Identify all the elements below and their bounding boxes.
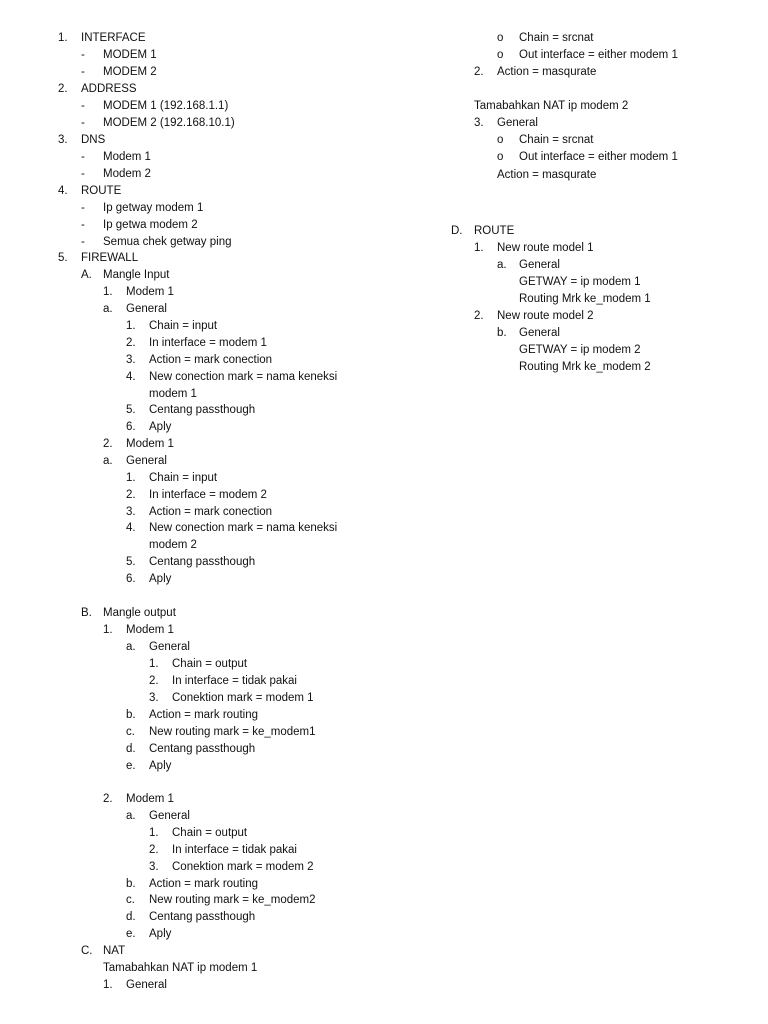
list-marker: 6.: [126, 573, 136, 585]
list-text: MODEM 2: [103, 66, 157, 78]
list-marker: 2.: [126, 489, 136, 501]
list-text: Modem 1: [126, 438, 174, 450]
list-marker: 2.: [103, 793, 113, 805]
list-text: Conektion mark = modem 2: [172, 861, 314, 873]
list-marker: 3.: [126, 354, 136, 366]
list-text: Action = mark conection: [149, 506, 273, 518]
list-text: Modem 1: [126, 286, 174, 298]
list-marker: o: [497, 32, 504, 44]
list-text: Aply: [149, 573, 172, 585]
list-text: Modem 1: [126, 624, 174, 636]
list-text: DNS: [81, 134, 106, 146]
list-marker: 3.: [126, 506, 136, 518]
list-text: Aply: [149, 760, 172, 772]
list-marker: 2.: [103, 438, 113, 450]
list-marker: o: [497, 49, 504, 61]
list-text: In interface = modem 1: [149, 337, 267, 349]
list-text: Semua chek getway ping: [103, 236, 232, 248]
list-text: Routing Mrk ke_modem 2: [519, 361, 651, 373]
list-marker: 1.: [103, 624, 113, 636]
list-text: Mangle output: [103, 607, 176, 619]
list-text: Modem 1: [103, 151, 151, 163]
list-text: Centang passthough: [149, 404, 256, 416]
list-text: ROUTE: [81, 185, 122, 197]
list-text: Tamabahkan NAT ip modem 1: [103, 962, 258, 974]
list-marker: -: [81, 168, 85, 180]
list-text: Action = mark routing: [149, 709, 258, 721]
list-text: Aply: [149, 928, 172, 940]
list-text: Chain = srcnat: [519, 134, 594, 146]
list-text: Chain = input: [149, 320, 218, 332]
list-marker: a.: [103, 303, 113, 315]
list-text: New routing mark = ke_modem2: [149, 894, 316, 906]
list-text: NAT: [103, 945, 126, 957]
list-marker: 2.: [126, 337, 136, 349]
list-marker: -: [81, 202, 85, 214]
list-text: Ip getwa modem 2: [103, 219, 198, 231]
list-marker: 1.: [474, 242, 484, 254]
list-text: Chain = output: [172, 827, 248, 839]
list-text: modem 2: [149, 539, 197, 551]
list-marker: D.: [451, 225, 463, 237]
list-text: Out interface = either modem 1: [519, 49, 678, 61]
list-marker: -: [81, 66, 85, 78]
list-marker: 5.: [126, 556, 136, 568]
list-text: General: [497, 117, 538, 129]
list-marker: 3.: [474, 117, 484, 129]
list-marker: 4.: [126, 371, 136, 383]
list-text: Modem 2: [103, 168, 151, 180]
list-text: Centang passthough: [149, 911, 256, 923]
list-marker: 1.: [149, 827, 159, 839]
list-text: Action = mark routing: [149, 878, 258, 890]
list-text: General: [149, 810, 190, 822]
list-marker: b.: [497, 327, 507, 339]
list-text: Chain = input: [149, 472, 218, 484]
list-text: ADDRESS: [81, 83, 137, 95]
list-text: Action = mark conection: [149, 354, 273, 366]
list-marker: e.: [126, 760, 136, 772]
list-text: Routing Mrk ke_modem 1: [519, 293, 651, 305]
list-marker: b.: [126, 878, 136, 890]
list-text: In interface = tidak pakai: [172, 844, 297, 856]
list-marker: B.: [81, 607, 92, 619]
list-marker: 1.: [126, 320, 136, 332]
list-text: Conektion mark = modem 1: [172, 692, 314, 704]
list-text: Ip getway modem 1: [103, 202, 204, 214]
list-marker: -: [81, 49, 85, 61]
list-text: Centang passthough: [149, 556, 256, 568]
list-text: General: [519, 259, 560, 271]
list-text: New route model 2: [497, 310, 594, 322]
list-marker: -: [81, 100, 85, 112]
list-text: MODEM 2 (192.168.10.1): [103, 117, 235, 129]
list-marker: c.: [126, 894, 135, 906]
list-marker: 1.: [103, 286, 113, 298]
list-text: Tamabahkan NAT ip modem 2: [474, 100, 629, 112]
list-text: GETWAY = ip modem 1: [519, 276, 641, 288]
list-marker: d.: [126, 911, 136, 923]
list-marker: o: [497, 151, 504, 163]
list-text: ROUTE: [474, 225, 515, 237]
list-marker: 4.: [126, 522, 136, 534]
list-marker: 1.: [103, 979, 113, 991]
list-marker: 3.: [58, 134, 68, 146]
list-marker: 3.: [149, 692, 159, 704]
list-text: New conection mark = nama keneksi: [149, 371, 338, 383]
list-marker: d.: [126, 743, 136, 755]
list-text: MODEM 1 (192.168.1.1): [103, 100, 229, 112]
list-marker: a.: [126, 641, 136, 653]
list-text: MODEM 1: [103, 49, 157, 61]
list-marker: 3.: [149, 861, 159, 873]
list-marker: 1.: [58, 32, 68, 44]
list-marker: 1.: [126, 472, 136, 484]
list-marker: -: [81, 219, 85, 231]
list-text: General: [519, 327, 560, 339]
list-text: General: [149, 641, 190, 653]
list-marker: 2.: [149, 844, 159, 856]
list-marker: c.: [126, 726, 135, 738]
list-text: GETWAY = ip modem 2: [519, 344, 641, 356]
list-marker: -: [81, 236, 85, 248]
list-text: Mangle Input: [103, 269, 170, 281]
list-marker: a.: [126, 810, 136, 822]
list-marker: 5.: [126, 404, 136, 416]
list-text: General: [126, 455, 167, 467]
list-text: New conection mark = nama keneksi: [149, 522, 338, 534]
list-marker: e.: [126, 928, 136, 940]
list-marker: A.: [81, 269, 92, 281]
list-text: Action = masqurate: [497, 66, 597, 78]
list-text: New routing mark = ke_modem1: [149, 726, 316, 738]
list-text: General: [126, 979, 167, 991]
list-text: In interface = tidak pakai: [172, 675, 297, 687]
list-text: Chain = output: [172, 658, 248, 670]
list-marker: 4.: [58, 185, 68, 197]
list-marker: -: [81, 117, 85, 129]
list-text: Aply: [149, 421, 172, 433]
list-marker: a.: [497, 259, 507, 271]
list-text: Centang passthough: [149, 743, 256, 755]
list-text: Chain = srcnat: [519, 32, 594, 44]
list-marker: 2.: [474, 310, 484, 322]
list-marker: 2.: [58, 83, 68, 95]
list-text: modem 1: [149, 388, 197, 400]
list-text: FIREWALL: [81, 252, 139, 264]
list-text: In interface = modem 2: [149, 489, 267, 501]
list-marker: 2.: [149, 675, 159, 687]
list-marker: 1.: [149, 658, 159, 670]
list-text: Action = masqurate: [497, 169, 597, 181]
list-text: General: [126, 303, 167, 315]
list-marker: 2.: [474, 66, 484, 78]
list-marker: 5.: [58, 252, 68, 264]
list-text: New route model 1: [497, 242, 594, 254]
list-marker: a.: [103, 455, 113, 467]
list-marker: C.: [81, 945, 93, 957]
list-marker: -: [81, 151, 85, 163]
list-marker: b.: [126, 709, 136, 721]
list-text: Modem 1: [126, 793, 174, 805]
list-text: INTERFACE: [81, 32, 146, 44]
list-marker: 6.: [126, 421, 136, 433]
list-text: Out interface = either modem 1: [519, 151, 678, 163]
list-marker: o: [497, 134, 504, 146]
